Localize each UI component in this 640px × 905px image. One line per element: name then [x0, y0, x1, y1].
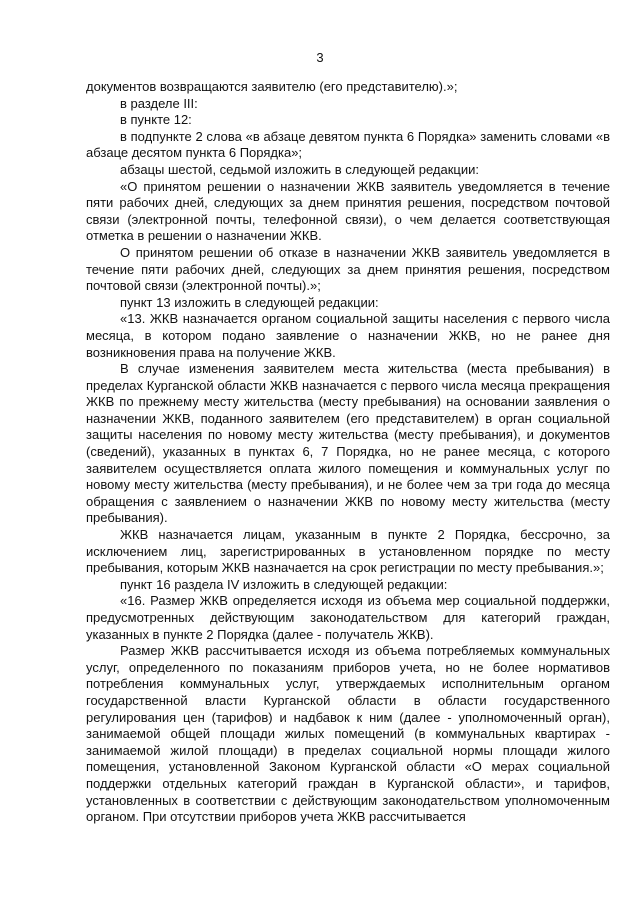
paragraph: в подпункте 2 слова «в абзаце девятом пункта 6 Порядка» заменить словами «в абзаце десятом пункта 6 Порядка»; [86, 128, 610, 161]
document-body [86, 79, 610, 826]
paragraph: в разделе III: [120, 95, 198, 111]
paragraph: «13. ЖКВ назначается органом социальной защиты населения с первого числа месяца, в котором подано заявление о назначении ЖКВ, но не ранее дня возникновения права на получение ЖКВ. [86, 311, 610, 360]
paragraph: ЖКВ назначается лицам, указанным в пункте 2 Порядка, бессрочно, за исключением лиц, зарегистрированных в установленном порядке по месту пребывания, которым ЖКВ назначается на срок регистрации по месту пребывания.»; [86, 527, 610, 576]
paragraph: пункт 16 раздела IV изложить в следующей редакции: [120, 576, 448, 592]
paragraph: Размер ЖКВ рассчитывается исходя из объема потребляемых коммунальных услуг, определенного по показаниям приборов учета, но не более нормативов потребления коммунальных услуг, утверждаемых исполнительным органом государственной власти Курганской области в области государственного регулирования цен (тарифов) и надбавок к ним (далее - уполномоченный орган), занимаемой общей площади жилых помещений (в коммунальных квартирах - занимаемой жилой площади) в пределах социальной нормы площади жилого помещения, установленной Законом Курганской области «О мерах социальной поддержки отдельных категорий граждан в Курганской области», и тарифов, установленных в соответствии с действующим законодательством уполномоченным органом. При отсутствии приборов учета ЖКВ рассчитывается [86, 643, 610, 825]
paragraph: «О принятом решении о назначении ЖКВ заявитель уведомляется в течение пяти рабочих дней, следующих за днем принятия решения, посредством почтовой связи (электронной почты, телефонной связи), о чем делается соответствующая отметка в решении о назначении ЖКВ. [86, 178, 610, 244]
paragraph: В случае изменения заявителем места жительства (места пребывания) в пределах Курганской области ЖКВ назначается с первого числа месяца прекращения ЖКВ по прежнему месту жительства (месту пребывания) на основании заявления о назначении ЖКВ, поданного заявителем (его представителем) в орган социальной защиты населения по новому месту жительства (месту пребывания), и документов (сведений), указанных в пунктах 6, 7 Порядка, но не ранее месяца, с которого заявителем осуществляется оплата жилого помещения и коммунальных услуг по новому месту жительства (месту пребывания), и не более чем за три года до месяца обращения с заявлением о назначении ЖКВ по новому месту жительства (месту пребывания). [86, 361, 610, 526]
paragraph: в пункте 12: [120, 112, 192, 128]
paragraph: пункт 13 изложить в следующей редакции: [120, 294, 379, 310]
paragraph: документов возвращаются заявителю (его представителю).»; [86, 79, 458, 94]
page-number: 3 [316, 50, 324, 65]
paragraph: О принятом решении об отказе в назначении ЖКВ заявитель уведомляется в течение пяти рабочих дней, следующих за днем принятия решения, посредством почтовой связи (электронной почты).»; [86, 244, 610, 294]
paragraph: абзацы шестой, седьмой изложить в следующей редакции: [120, 161, 479, 177]
paragraph: «16. Размер ЖКВ определяется исходя из объема мер социальной поддержки, предусмотренных действующим законодательством для категорий граждан, указанных в пункте 2 Порядка (далее - получатель ЖКВ). [86, 593, 610, 642]
